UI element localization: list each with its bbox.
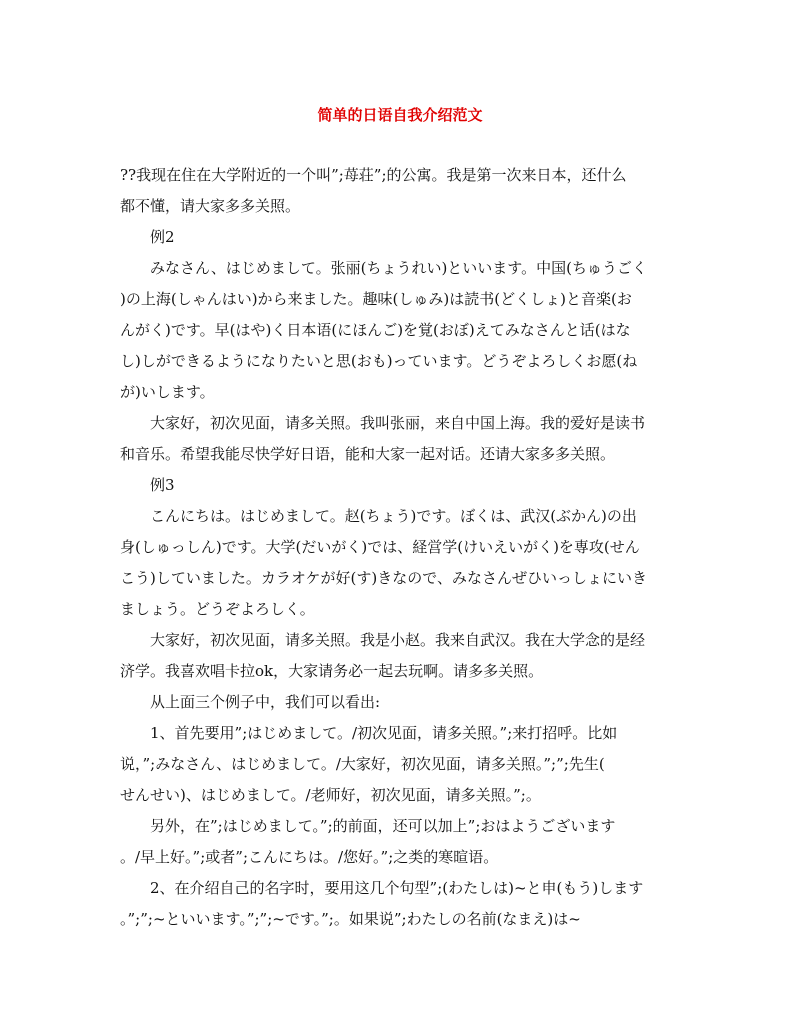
text-line: 济学。我喜欢唱卡拉ok，大家请务必一起去玩啊。请多多关照。 (120, 662, 544, 680)
text-line: )の上海(しゃんはい)から来ました。趣味(しゅみ)は読书(どくしょ)と音楽(お (120, 290, 632, 308)
text-line: し)しができるようになりたいと思(おも)っています。どうぞよろしくお愿(ね (120, 352, 638, 370)
document-body (120, 160, 680, 935)
example-heading: 例2 (150, 228, 175, 246)
text-line: みなさん、はじめまして。张丽(ちょうれい)といいます。中国(ちゅうごく (150, 259, 647, 277)
text-line: が)いします。 (120, 383, 215, 401)
text-line: 身(しゅっしん)です。大学(だいがく)では、経営学(けいえいがく)を専攻(せん (120, 538, 640, 556)
text-line: せんせい)、はじめまして。/老师好，初次见面，请多关照。”;。 (120, 786, 541, 804)
text-line: 。”;”;~といいます。”;”;~です。”;。如果说”;わたしの名前(なまえ)は~ (120, 910, 581, 928)
text-line: 。/早上好。”;或者”;こんにちは。/您好。”;之类的寒暄语。 (120, 848, 499, 866)
text-line: 说，”;みなさん、はじめまして。/大家好，初次见面，请多关照。”;”;先生( (120, 755, 605, 773)
text-line: ??我现在住在大学附近的一个叫”;苺荘”;的公寓。我是第一次来日本，还什么 (120, 166, 627, 184)
text-line: 从上面三个例子中，我们可以看出: (150, 693, 381, 711)
text-line: 大家好，初次见面，请多关照。我是小赵。我来自武汉。我在大学念的是经 (150, 631, 646, 649)
example-heading: 例3 (150, 476, 175, 494)
text-line: こんにちは。はじめまして。赵(ちょう)です。ぼくは、武汉(ぶかん)の出 (150, 507, 637, 525)
document-title: 简单的日语自我介绍范文 (317, 106, 483, 124)
text-line: 1、首先要用”;はじめまして。/初次见面，请多关照。”;来打招呼。比如 (150, 724, 618, 742)
text-line: んがく)です。早(はや)く日本语(にほんご)を覚(おぼ)えてみなさんと话(はな (120, 321, 631, 339)
text-line: ましょう。どうぞよろしく。 (120, 600, 315, 618)
text-line: 大家好，初次见面，请多关照。我叫张丽，来自中国上海。我的爱好是读书 (150, 414, 646, 432)
text-line: 另外，在”;はじめまして。”;的前面，还可以加上”;おはようございます (150, 817, 616, 835)
text-line: 都不懂，请大家多多关照。 (120, 197, 301, 215)
text-line: 和音乐。希望我能尽快学好日语，能和大家一起对话。还请大家多多关照。 (120, 445, 616, 463)
text-line: 2、在介绍自己的名字时，要用这几个句型”;(わたしは)~と申(もう)します (150, 879, 644, 897)
text-line: こう)していました。カラオケが好(す)きなので、みなさんぜひいっしょにいき (120, 569, 647, 587)
